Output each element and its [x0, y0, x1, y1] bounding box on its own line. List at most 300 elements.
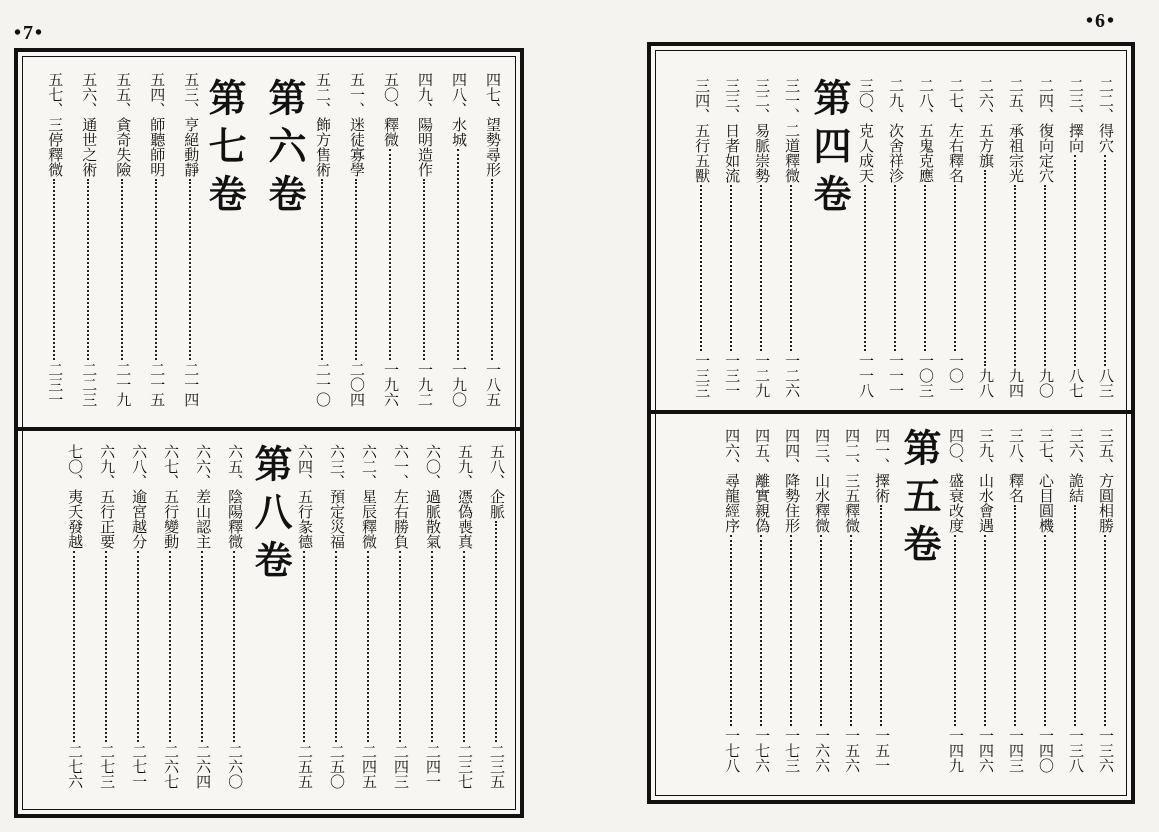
entry-number: 六〇 [424, 444, 442, 474]
entry-separator: 、 [226, 474, 245, 489]
dot-leader [389, 149, 391, 360]
entry-title: 左右勝負 [392, 489, 410, 549]
entry-number: 四七 [484, 72, 502, 102]
entry-title: 五行變動 [162, 489, 181, 549]
entry-title: 迷徒寡學 [348, 117, 366, 177]
entry-number: 三九 [977, 428, 995, 458]
volume-heading-4: 第四卷 [807, 78, 852, 222]
entry-page-number: 二七三 [98, 744, 117, 789]
entry-separator: 、 [723, 458, 742, 473]
entry-page-number: 一一八 [857, 353, 875, 398]
left-top-section [36, 72, 508, 422]
toc-entry [66, 444, 85, 789]
toc-entry [873, 428, 892, 773]
entry-number: 五八 [488, 444, 506, 474]
dot-leader [321, 179, 323, 360]
toc-entry [783, 428, 802, 773]
toc-entry [843, 428, 862, 773]
entry-number: 四六 [723, 428, 742, 458]
entry-separator: 、 [917, 108, 935, 123]
entry-page-number: 一〇三 [917, 353, 935, 398]
toc-entry [328, 444, 344, 789]
entry-separator: 、 [783, 458, 802, 473]
dot-leader [1014, 505, 1016, 726]
dot-leader [367, 551, 369, 742]
dot-leader [495, 521, 497, 742]
entry-number: 六三 [328, 444, 346, 474]
entry-number: 六六 [194, 444, 213, 474]
entry-title: 二道釋微 [783, 123, 802, 183]
entry-number: 三五 [1097, 428, 1115, 458]
dot-leader [760, 185, 762, 351]
entry-number: 二五 [1007, 78, 1025, 108]
dot-leader [730, 185, 732, 351]
dot-leader [87, 179, 89, 360]
entry-title: 釋名 [1007, 473, 1025, 503]
entry-title: 易脈崇勢 [753, 123, 772, 183]
entry-separator: 、 [753, 108, 772, 123]
dot-leader [954, 185, 956, 351]
entry-separator: 、 [843, 458, 862, 473]
entry-title: 次舍祥沴 [887, 123, 905, 183]
dot-leader [790, 535, 792, 726]
entry-number: 七〇 [66, 444, 85, 474]
entry-page-number: 二四一 [424, 744, 442, 789]
toc-entry [1097, 428, 1113, 773]
toc-entry [348, 72, 364, 407]
toc-entry [162, 444, 181, 789]
entry-page-number: 二四三 [392, 744, 410, 789]
dot-leader [155, 179, 157, 360]
entry-number: 三三 [723, 78, 742, 108]
entry-page-number: 二六四 [194, 744, 213, 789]
entry-separator: 、 [46, 102, 65, 117]
entry-number: 四〇 [947, 428, 965, 458]
dot-leader [423, 179, 425, 360]
dot-leader [1044, 535, 1046, 726]
page-number-left: •7• [14, 22, 45, 44]
entry-title: 方圓相勝 [1097, 473, 1115, 533]
entry-separator: 、 [723, 108, 742, 123]
entry-number: 二二 [1097, 78, 1115, 108]
entry-title: 五方旗 [977, 123, 995, 168]
entry-separator: 、 [416, 102, 434, 117]
toc-entry [194, 444, 213, 789]
entry-page-number: 一四九 [947, 728, 965, 773]
dot-leader [169, 551, 171, 742]
toc-entry [80, 72, 99, 407]
entry-number: 六七 [162, 444, 181, 474]
entry-title: 五行正要 [98, 489, 117, 549]
left-bottom-section [36, 444, 508, 804]
dot-leader [201, 551, 203, 742]
entry-page-number: 二七六 [66, 744, 85, 789]
entry-title: 過脈散氣 [424, 489, 442, 549]
entry-number: 五四 [148, 72, 167, 102]
entry-number: 三八 [1007, 428, 1025, 458]
toc-entry [130, 444, 149, 789]
toc-entry [753, 78, 772, 398]
toc-entry [360, 444, 376, 789]
toc-entry [392, 444, 408, 789]
toc-entry [813, 428, 832, 773]
dot-leader [1074, 505, 1076, 726]
entry-number: 五一 [348, 72, 366, 102]
entry-title: 三停釋微 [46, 117, 65, 177]
volume-heading-6: 第六卷 [262, 78, 307, 222]
entry-separator: 、 [887, 108, 905, 123]
entry-title: 逾宮越分 [130, 489, 149, 549]
entry-separator: 、 [783, 108, 802, 123]
entry-separator: 、 [382, 102, 400, 117]
entry-separator: 、 [977, 108, 995, 123]
entry-title: 擇術 [873, 473, 892, 503]
entry-title: 陽明造作 [416, 117, 434, 177]
entry-number: 四四 [783, 428, 802, 458]
dot-leader [730, 535, 732, 726]
entry-page-number: 一五一 [873, 728, 892, 773]
entry-page-number: 一五六 [843, 728, 862, 773]
entry-separator: 、 [148, 102, 167, 117]
entry-title: 陰陽釋微 [226, 489, 245, 549]
dot-leader [121, 179, 123, 360]
entry-number: 四八 [450, 72, 468, 102]
entry-separator: 、 [360, 474, 378, 489]
entry-page-number: 九四 [1007, 368, 1025, 398]
entry-page-number: 一九六 [382, 362, 400, 407]
toc-entry [917, 78, 933, 398]
entry-page-number: 一七六 [753, 728, 772, 773]
entry-page-number: 一三三 [693, 353, 712, 398]
entry-title: 五行彖德 [296, 489, 314, 549]
entry-page-number: 二六〇 [226, 744, 245, 789]
entry-title: 山水釋微 [813, 473, 832, 533]
entry-page-number: 一二六 [783, 353, 802, 398]
entry-title: 師聽師明 [148, 117, 167, 177]
dot-leader [850, 535, 852, 726]
entry-page-number: 二四五 [360, 744, 378, 789]
entry-page-number: 九八 [977, 368, 995, 398]
entry-title: 尋龍經序 [723, 473, 742, 533]
toc-entry [857, 78, 873, 398]
entry-separator: 、 [348, 102, 366, 117]
entry-separator: 、 [1097, 108, 1115, 123]
entry-separator: 、 [693, 108, 712, 123]
entry-page-number: 一二九 [753, 353, 772, 398]
entry-separator: 、 [873, 458, 892, 473]
dot-leader [864, 185, 866, 351]
dot-leader [431, 551, 433, 742]
entry-separator: 、 [1067, 458, 1085, 473]
dot-leader [700, 185, 702, 351]
entry-number: 二三 [1067, 78, 1085, 108]
entry-title: 星辰釋微 [360, 489, 378, 549]
page-number-right: •6• [1086, 10, 1117, 32]
entry-title: 差山認主 [194, 489, 213, 549]
entry-separator: 、 [296, 474, 314, 489]
entry-number: 五九 [456, 444, 474, 474]
toc-entry [416, 72, 432, 407]
entry-separator: 、 [66, 474, 85, 489]
entry-page-number: 一四三 [1007, 728, 1025, 773]
dot-leader [53, 179, 55, 360]
dot-leader [790, 185, 792, 351]
entry-title: 憑偽喪真 [456, 489, 474, 549]
entry-title: 左右釋名 [947, 123, 965, 183]
dot-leader [355, 179, 357, 360]
entry-title: 擇向 [1067, 123, 1085, 153]
toc-entry [977, 428, 993, 773]
entry-separator: 、 [182, 102, 201, 117]
entry-separator: 、 [162, 474, 181, 489]
entry-page-number: 一三八 [1067, 728, 1085, 773]
entry-separator: 、 [857, 108, 875, 123]
dot-leader [457, 149, 459, 360]
entry-number: 六四 [296, 444, 314, 474]
entry-page-number: 二三一 [46, 362, 65, 407]
entry-number: 六一 [392, 444, 410, 474]
entry-title: 飾方售術 [314, 117, 332, 177]
dot-leader [233, 551, 235, 742]
entry-title: 貪奇失險 [114, 117, 133, 177]
dot-leader [1074, 155, 1076, 366]
dot-leader [924, 185, 926, 351]
dot-leader [880, 505, 882, 726]
entry-title: 五鬼克應 [917, 123, 935, 183]
entry-title: 克人成天 [857, 123, 875, 183]
toc-entry [1067, 428, 1083, 773]
toc-entry [456, 444, 472, 789]
entry-separator: 、 [1037, 458, 1055, 473]
volume-heading-7: 第七卷 [202, 78, 248, 222]
dot-leader [335, 551, 337, 742]
entry-number: 二四 [1037, 78, 1055, 108]
toc-entry [450, 72, 466, 407]
entry-separator: 、 [130, 474, 149, 489]
entry-title: 三五釋微 [843, 473, 862, 533]
dot-leader [1014, 185, 1016, 366]
entry-page-number: 二三七 [456, 744, 474, 789]
entry-separator: 、 [98, 474, 117, 489]
entry-page-number: 八三 [1097, 368, 1115, 398]
entry-title: 復向定穴 [1037, 123, 1055, 183]
dot-leader [1044, 185, 1046, 366]
entry-page-number: 二六七 [162, 744, 181, 789]
entry-title: 望勢尋形 [484, 117, 502, 177]
entry-page-number: 一一一 [887, 353, 905, 398]
dot-leader [1104, 535, 1106, 726]
entry-separator: 、 [450, 102, 468, 117]
toc-entry [1037, 428, 1053, 773]
entry-separator: 、 [947, 458, 965, 473]
entry-number: 二七 [947, 78, 965, 108]
entry-title: 夷夭發越 [66, 489, 85, 549]
entry-page-number: 二七一 [130, 744, 149, 789]
dot-leader [463, 551, 465, 742]
dot-leader [894, 185, 896, 351]
entry-page-number: 一七三 [783, 728, 802, 773]
dot-leader [73, 551, 75, 742]
dot-leader [491, 179, 493, 360]
entry-title: 釋微 [382, 117, 400, 147]
entry-separator: 、 [753, 458, 772, 473]
entry-number: 三〇 [857, 78, 875, 108]
entry-separator: 、 [424, 474, 442, 489]
left-page-frame [14, 48, 524, 818]
toc-entry [977, 78, 993, 398]
entry-title: 山水會遇 [977, 473, 995, 533]
entry-separator: 、 [80, 102, 99, 117]
dot-leader [954, 535, 956, 726]
entry-separator: 、 [977, 458, 995, 473]
toc-entry [148, 72, 167, 407]
dot-leader [303, 551, 305, 742]
right-page-frame [647, 42, 1135, 804]
entry-number: 二六 [977, 78, 995, 108]
entry-separator: 、 [1037, 108, 1055, 123]
entry-page-number: 一六六 [813, 728, 832, 773]
entry-number: 三二 [753, 78, 772, 108]
dot-leader [189, 179, 191, 360]
entry-number: 五六 [80, 72, 99, 102]
entry-number: 六九 [98, 444, 117, 474]
entry-separator: 、 [392, 474, 410, 489]
toc-entry [382, 72, 398, 407]
entry-number: 五七 [46, 72, 65, 102]
entry-number: 五二 [314, 72, 332, 102]
entry-number: 二九 [887, 78, 905, 108]
entry-separator: 、 [813, 458, 832, 473]
entry-title: 通世之術 [80, 117, 99, 177]
right-top-section [659, 78, 1117, 403]
entry-separator: 、 [947, 108, 965, 123]
entry-separator: 、 [456, 474, 474, 489]
toc-entry [693, 78, 712, 398]
entry-page-number: 一四六 [977, 728, 995, 773]
entry-number: 六五 [226, 444, 245, 474]
toc-entry [114, 72, 133, 407]
entry-page-number: 二三五 [488, 744, 506, 789]
toc-entry [484, 72, 500, 407]
entry-page-number: 一四〇 [1037, 728, 1055, 773]
entry-page-number: 二一〇 [314, 362, 332, 407]
entry-separator: 、 [328, 474, 346, 489]
entry-separator: 、 [1097, 458, 1115, 473]
entry-page-number: 二一四 [182, 362, 201, 407]
entry-number: 六八 [130, 444, 149, 474]
toc-entry [1067, 78, 1083, 398]
entry-number: 四二 [843, 428, 862, 458]
entry-separator: 、 [314, 102, 332, 117]
entry-page-number: 二五五 [296, 744, 314, 789]
toc-entry [182, 72, 201, 407]
entry-number: 四五 [753, 428, 772, 458]
right-bottom-section [659, 428, 1117, 788]
entry-title: 詭結 [1067, 473, 1085, 503]
entry-number: 五三 [182, 72, 201, 102]
entry-page-number: 八七 [1067, 368, 1085, 398]
toc-entry [46, 72, 65, 407]
entry-title: 承祖宗光 [1007, 123, 1025, 183]
entry-page-number: 一八五 [484, 362, 502, 407]
entry-number: 三七 [1037, 428, 1055, 458]
entry-title: 離實親偽 [753, 473, 772, 533]
toc-entry [98, 444, 117, 789]
toc-entry [723, 428, 742, 773]
toc-entry [1007, 78, 1023, 398]
entry-separator: 、 [194, 474, 213, 489]
entry-title: 企脈 [488, 489, 506, 519]
entry-title: 日者如流 [723, 123, 742, 183]
entry-separator: 、 [484, 102, 502, 117]
entry-page-number: 一七八 [723, 728, 742, 773]
dot-leader [760, 535, 762, 726]
entry-separator: 、 [114, 102, 133, 117]
entry-page-number: 二二三 [80, 362, 99, 407]
toc-entry [753, 428, 772, 773]
toc-entry [424, 444, 440, 789]
entry-number: 二八 [917, 78, 935, 108]
entry-page-number: 二〇四 [348, 362, 366, 407]
entry-page-number: 九〇 [1037, 368, 1055, 398]
entry-page-number: 二五〇 [328, 744, 346, 789]
dot-leader [984, 170, 986, 366]
entry-number: 四一 [873, 428, 892, 458]
dot-leader [399, 551, 401, 742]
entry-title: 水城 [450, 117, 468, 147]
entry-title: 盛衰改度 [947, 473, 965, 533]
dot-leader [105, 551, 107, 742]
entry-page-number: 二一九 [114, 362, 133, 407]
toc-entry [887, 78, 903, 398]
toc-entry [1007, 428, 1023, 773]
toc-entry [783, 78, 802, 398]
entry-page-number: 一〇一 [947, 353, 965, 398]
entry-title: 五行五獸 [693, 123, 712, 183]
entry-page-number: 一三六 [1097, 728, 1115, 773]
entry-separator: 、 [488, 474, 506, 489]
entry-page-number: 二一五 [148, 362, 167, 407]
toc-entry [296, 444, 312, 789]
entry-number: 五五 [114, 72, 133, 102]
toc-entry [1097, 78, 1113, 398]
entry-title: 亨絕動靜 [182, 117, 201, 177]
toc-entry [1037, 78, 1053, 398]
toc-entry [226, 444, 245, 789]
entry-number: 三四 [693, 78, 712, 108]
entry-number: 六二 [360, 444, 378, 474]
entry-number: 三六 [1067, 428, 1085, 458]
toc-entry [723, 78, 742, 398]
toc-entry [947, 78, 963, 398]
entry-number: 四九 [416, 72, 434, 102]
dot-leader [820, 535, 822, 726]
volume-heading-5: 第五卷 [897, 428, 942, 572]
toc-entry [947, 428, 963, 773]
entry-number: 三一 [783, 78, 802, 108]
volume-heading-8: 第八卷 [248, 444, 293, 588]
entry-page-number: 一三一 [723, 353, 742, 398]
entry-title: 預定災福 [328, 489, 346, 549]
toc-entry [488, 444, 504, 789]
entry-number: 五〇 [382, 72, 400, 102]
entry-page-number: 一九〇 [450, 362, 468, 407]
entry-separator: 、 [1007, 108, 1025, 123]
dot-leader [1104, 155, 1106, 366]
dot-leader [137, 551, 139, 742]
entry-title: 降勢住形 [783, 473, 802, 533]
entry-separator: 、 [1007, 458, 1025, 473]
